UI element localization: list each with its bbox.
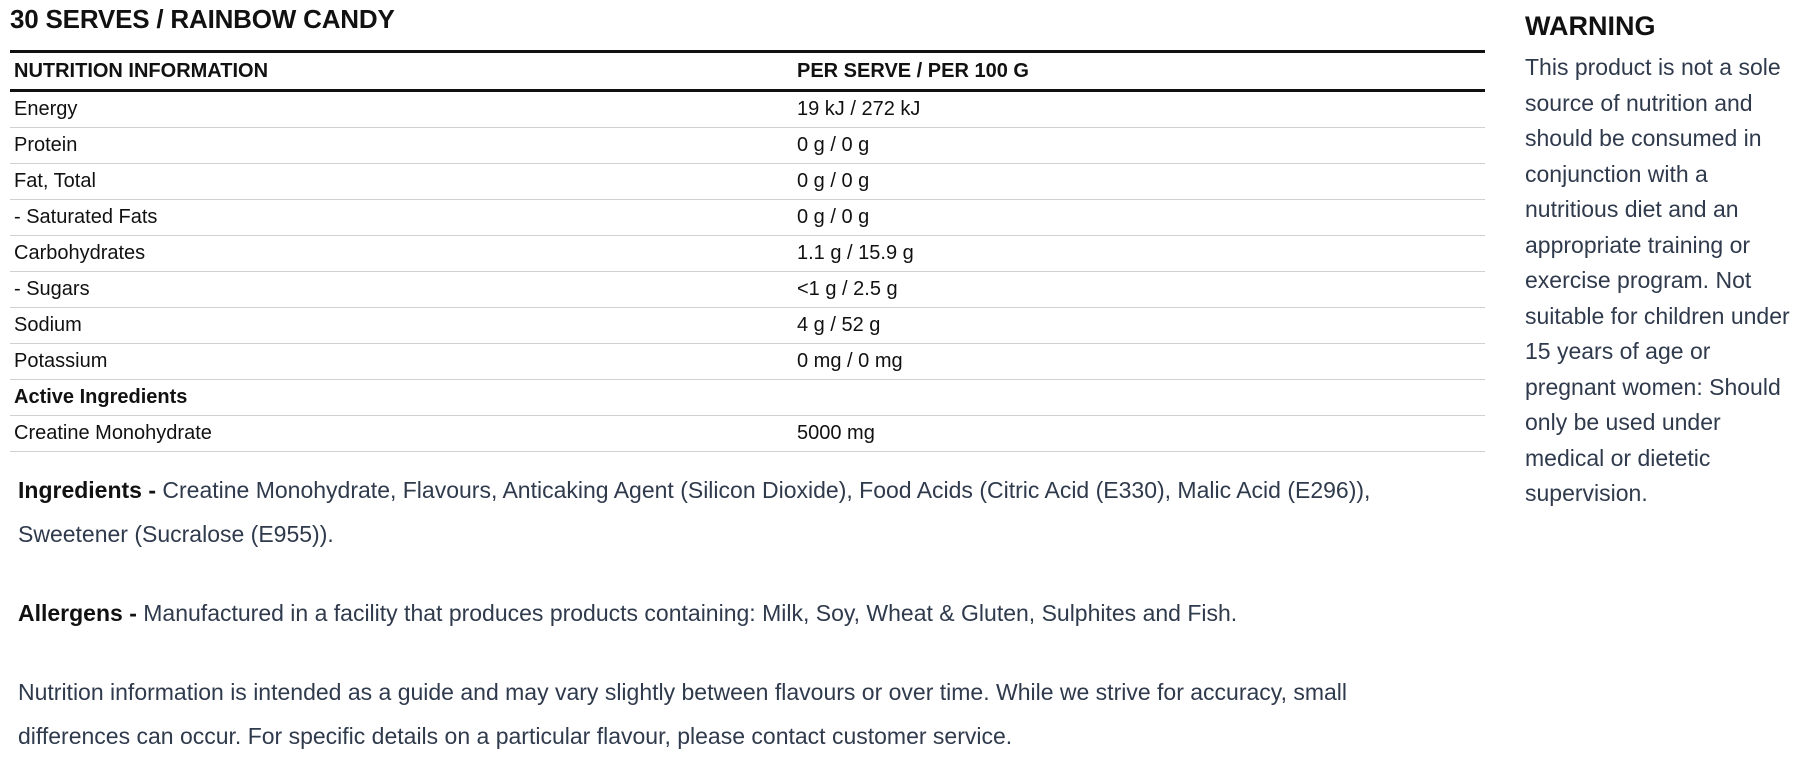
warning-panel — [1525, 8, 1790, 512]
allergens-paragraph — [10, 591, 1438, 635]
nutrient-value: 1.1 g / 15.9 g — [793, 236, 1485, 272]
column-header-nutrient: NUTRITION INFORMATION — [10, 52, 793, 91]
column-header-amount: PER SERVE / PER 100 G — [793, 52, 1485, 91]
nutrient-value: 4 g / 52 g — [793, 308, 1485, 344]
nutrient-value: 0 g / 0 g — [793, 128, 1485, 164]
table-row — [10, 200, 1485, 236]
nutrient-value: 0 g / 0 g — [793, 200, 1485, 236]
active-ingredients-heading: Active Ingredients — [10, 380, 793, 416]
table-row — [10, 308, 1485, 344]
nutrient-value: 0 mg / 0 mg — [793, 344, 1485, 380]
nutrient-name: Sodium — [10, 308, 793, 344]
table-row — [10, 128, 1485, 164]
nutrient-name: Carbohydrates — [10, 236, 793, 272]
table-header-row — [10, 52, 1485, 91]
nutrient-value: 0 g / 0 g — [793, 164, 1485, 200]
section-heading-row — [10, 380, 1485, 416]
allergens-label: Allergens - — [18, 600, 137, 626]
product-title: 30 SERVES / RAINBOW CANDY — [10, 4, 395, 34]
nutrient-name: - Saturated Fats — [10, 200, 793, 236]
nutrient-name: Potassium — [10, 344, 793, 380]
nutrition-panel — [10, 0, 1485, 758]
table-row — [10, 272, 1485, 308]
nutrient-name: Creatine Monohydrate — [10, 416, 793, 452]
nutrient-value: 19 kJ / 272 kJ — [793, 91, 1485, 128]
nutrient-name: Fat, Total — [10, 164, 793, 200]
allergens-text: Manufactured in a facility that produces products containing: Milk, Soy, Wheat & Gluten, Sulphites and Fish. — [136, 600, 1238, 626]
disclaimer-paragraph: Nutrition information is intended as a guide and may vary slightly between flavours or over time. While we strive for accuracy, small differences can occur. For specific details on a particular flavour, please contact customer service. — [18, 679, 1348, 749]
ingredients-paragraph — [10, 468, 1438, 556]
table-row — [10, 344, 1485, 380]
ingredients-label: Ingredients - — [18, 477, 157, 503]
warning-text: This product is not a sole source of nutrition and should be consumed in conjunction with a nutritious diet and an appropriate training or exercise program. Not suitable for children under 15 years of age or pregnant women: Should only be used under medical or dietetic supervision. — [1525, 54, 1790, 506]
table-row — [10, 164, 1485, 200]
nutrient-name: Energy — [10, 91, 793, 128]
table-row — [10, 236, 1485, 272]
nutrient-name: Protein — [10, 128, 793, 164]
empty-cell — [793, 380, 1485, 416]
table-row — [10, 91, 1485, 128]
warning-title: WARNING — [1525, 11, 1656, 41]
nutrient-name: - Sugars — [10, 272, 793, 308]
nutrient-value: <1 g / 2.5 g — [793, 272, 1485, 308]
table-row — [10, 416, 1485, 452]
ingredients-text: Creatine Monohydrate, Flavours, Anticaking Agent (Silicon Dioxide), Food Acids (Citric Acid (E330), Malic Acid (E296)), Sweetener (Sucralose (E955)). — [18, 477, 1371, 547]
nutrient-value: 5000 mg — [793, 416, 1485, 452]
nutrition-table — [10, 50, 1485, 452]
